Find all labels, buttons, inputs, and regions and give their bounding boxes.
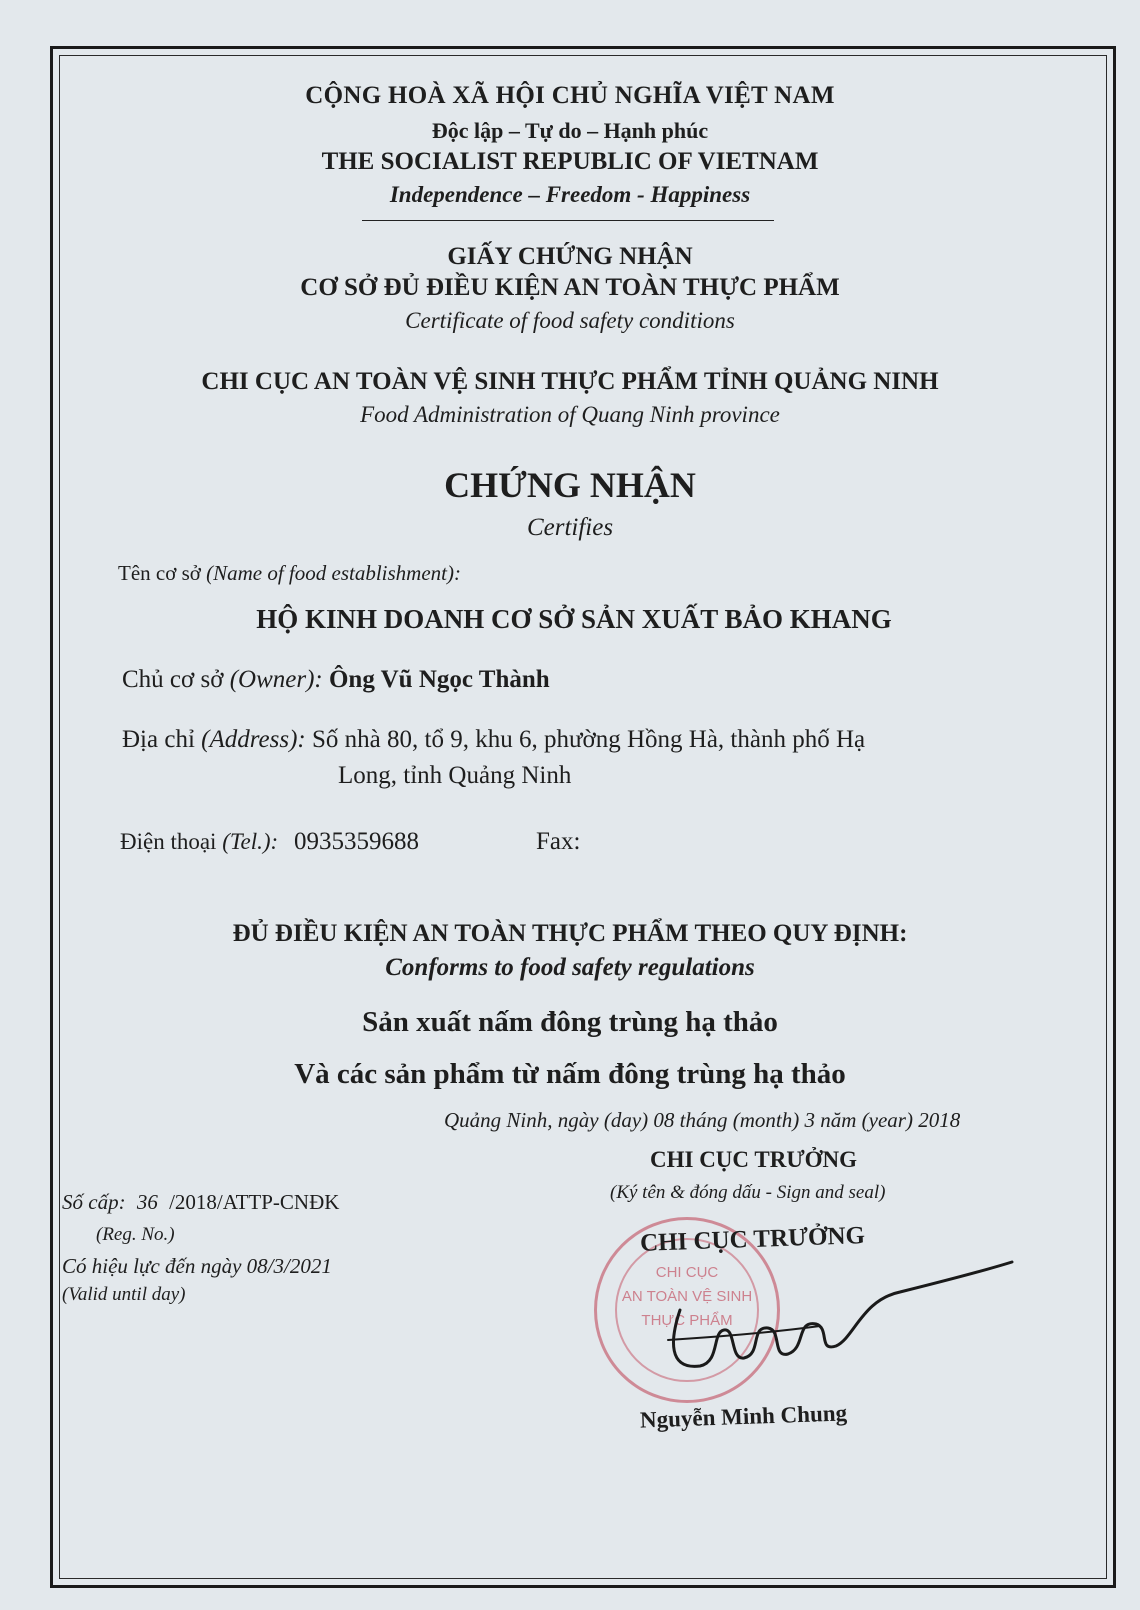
seal-center-line1: CHI CỤC [655,1264,719,1281]
date-year: 2018 [918,1108,961,1132]
header-underline [362,220,774,221]
signatory-title: CHI CỤC TRƯỞNG [650,1147,858,1172]
conformity-title-vi: ĐỦ ĐIỀU KIỆN AN TOÀN THỰC PHẨM THEO QUY ĐỊNH: [232,920,908,947]
nation-name-en: THE SOCIALIST REPUBLIC OF VIETNAM [321,148,819,175]
fax-label: Fax: [536,828,581,855]
phone-value: 0935359688 [293,828,419,855]
phone-label-vi: Điện thoại [120,829,217,854]
phone-line [120,828,419,856]
owner-label-vi: Chủ cơ sở [122,666,224,693]
date-month: 3 [804,1108,815,1132]
registration-number-suffix: /2018/ATTP-CNĐK [169,1190,340,1214]
valid-until-label: Có hiệu lực đến ngày [62,1254,242,1278]
valid-until-line [62,1254,332,1279]
issuer-name-en: Food Administration of Quang Ninh province [360,402,780,427]
date-line [444,1108,960,1133]
date-month-label: tháng (month) [679,1108,800,1132]
certificate-title-line1: GIẤY CHỨNG NHẬN [447,243,693,270]
seal-center-line3: THỰC PHẨM [641,1312,733,1329]
valid-until-label-en: (Valid until day) [62,1284,186,1305]
date-day: 08 [653,1108,675,1132]
certificate-title-line2: CƠ SỞ ĐỦ ĐIỀU KIỆN AN TOÀN THỰC PHẨM [300,274,840,301]
establishment-name-label-en: (Name of food establishment): [206,561,461,585]
address-line [122,726,865,754]
date-year-label: năm (year) [820,1108,913,1132]
establishment-name-value: HỘ KINH DOANH CƠ SỞ SẢN XUẤT BẢO KHANG [256,604,892,634]
scope-line2: Và các sản phẩm từ nấm đông trùng hạ thảo [294,1058,846,1090]
certifies-title-en: Certifies [526,514,614,541]
owner-value: Ông Vũ Ngọc Thành [328,666,550,693]
establishment-name-label-vi: Tên cơ sở [118,561,201,585]
certificate-title-en: Certificate of food safety conditions [405,308,735,333]
scope-line1: Sản xuất nấm đông trùng hạ thảo [362,1006,778,1038]
registration-number-line [62,1190,339,1215]
address-value-line1: Số nhà 80, tổ 9, khu 6, phường Hồng Hà, thành phố Hạ [312,726,866,753]
address-label-vi: Địa chỉ [122,726,195,753]
registration-number-label-en: (Reg. No.) [96,1224,175,1245]
address-label-en: (Address): [201,726,306,753]
address-value-line2: Long, tỉnh Quảng Ninh [338,762,572,789]
signatory-stamp-title: CHI CỤC TRƯỞNG [639,1222,866,1257]
registration-number-value: 36 [136,1190,158,1214]
registration-number-label: Số cấp: [62,1190,126,1214]
seal-center-line2: AN TOÀN VỆ SINH [621,1288,753,1305]
nation-name-vi: CỘNG HOÀ XÃ HỘI CHỦ NGHĨA VIỆT NAM [305,82,835,109]
motto-vi: Độc lập – Tự do – Hạnh phúc [431,118,709,143]
owner-line [122,666,550,694]
motto-en: Independence – Freedom - Happiness [389,182,751,207]
owner-label-en: (Owner): [229,666,323,693]
issuer-name-vi: CHI CỤC AN TOÀN VỆ SINH THỰC PHẨM TỈNH QUẢNG NINH [201,368,939,395]
establishment-name-label [118,561,461,586]
phone-label-en: (Tel.): [222,829,279,854]
certifies-title-vi: CHỨNG NHẬN [444,465,696,505]
handwritten-signature [640,1240,1020,1380]
signatory-sign-note: (Ký tên & đóng dấu - Sign and seal) [610,1182,886,1203]
signatory-name: Nguyễn Minh Chung [639,1400,848,1433]
valid-until-value: 08/3/2021 [246,1254,332,1278]
date-prefix: Quảng Ninh, ngày (day) [444,1108,649,1132]
conformity-title-en: Conforms to food safety regulations [385,954,755,981]
